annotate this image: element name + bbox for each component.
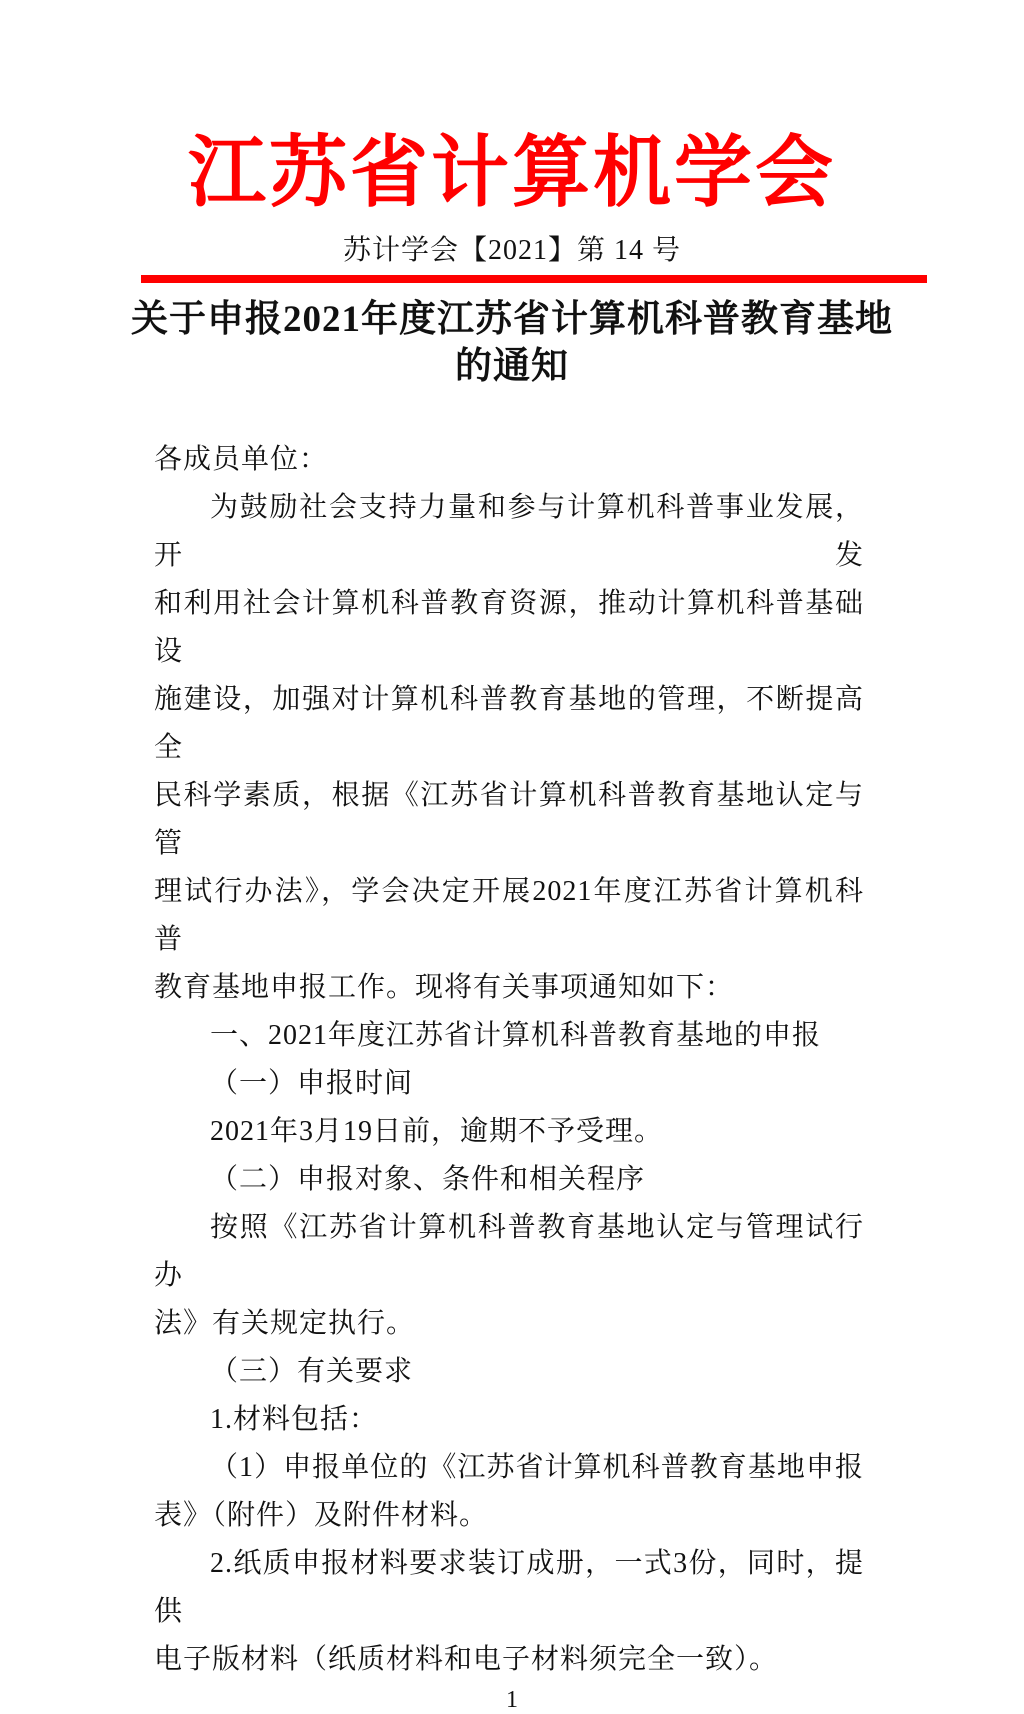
body-line: 2021年3月19日前，逾期不予受理。 xyxy=(210,1115,664,1147)
document-title-line2: 的通知 xyxy=(455,345,569,387)
body-line: 理试行办法》，学会决定开展2021年度江苏省计算机科普 xyxy=(154,875,864,955)
document-title xyxy=(80,296,944,390)
body-line: 2.纸质申报材料要求装订成册，一式3份，同时，提供 xyxy=(154,1547,864,1627)
red-divider xyxy=(141,275,927,283)
body-line: 一、2021年度江苏省计算机科普教育基地的申报 xyxy=(210,1019,822,1051)
body-line: 施建设，加强对计算机科普教育基地的管理，不断提高全 xyxy=(154,683,864,763)
body-line: （1）申报单位的《江苏省计算机科普教育基地申报 xyxy=(210,1451,864,1483)
body-line: 电子版材料（纸质材料和电子材料须完全一致）。 xyxy=(154,1643,779,1675)
body-line: 按照《江苏省计算机科普教育基地认定与管理试行办 xyxy=(154,1211,864,1291)
page-number: 1 xyxy=(506,1686,518,1713)
body-line: 各成员单位： xyxy=(154,443,329,475)
body-line: （二）申报对象、条件和相关程序 xyxy=(210,1163,646,1195)
document-title-line1: 关于申报2021年度江苏省计算机科普教育基地 xyxy=(131,298,893,340)
body-line: 教育基地申报工作。现将有关事项通知如下： xyxy=(154,971,735,1003)
body-line: （三）有关要求 xyxy=(210,1355,414,1387)
org-title: 江苏省计算机学会 xyxy=(187,129,836,216)
document-body xyxy=(154,436,864,1684)
body-line: 1.材料包括： xyxy=(210,1403,379,1435)
body-line: （一）申报时间 xyxy=(210,1067,414,1099)
body-line: 表》（附件）及附件材料。 xyxy=(154,1499,489,1531)
body-line: 民科学素质，根据《江苏省计算机科普教育基地认定与管 xyxy=(154,779,864,859)
body-line: 为鼓励社会支持力量和参与计算机科普事业发展，开发 xyxy=(154,491,864,571)
body-line: 法》有关规定执行。 xyxy=(154,1307,416,1339)
body-line: 和利用社会计算机科普教育资源，推动计算机科普基础设 xyxy=(154,587,864,667)
doc-number: 苏计学会【2021】第 14 号 xyxy=(342,234,681,266)
